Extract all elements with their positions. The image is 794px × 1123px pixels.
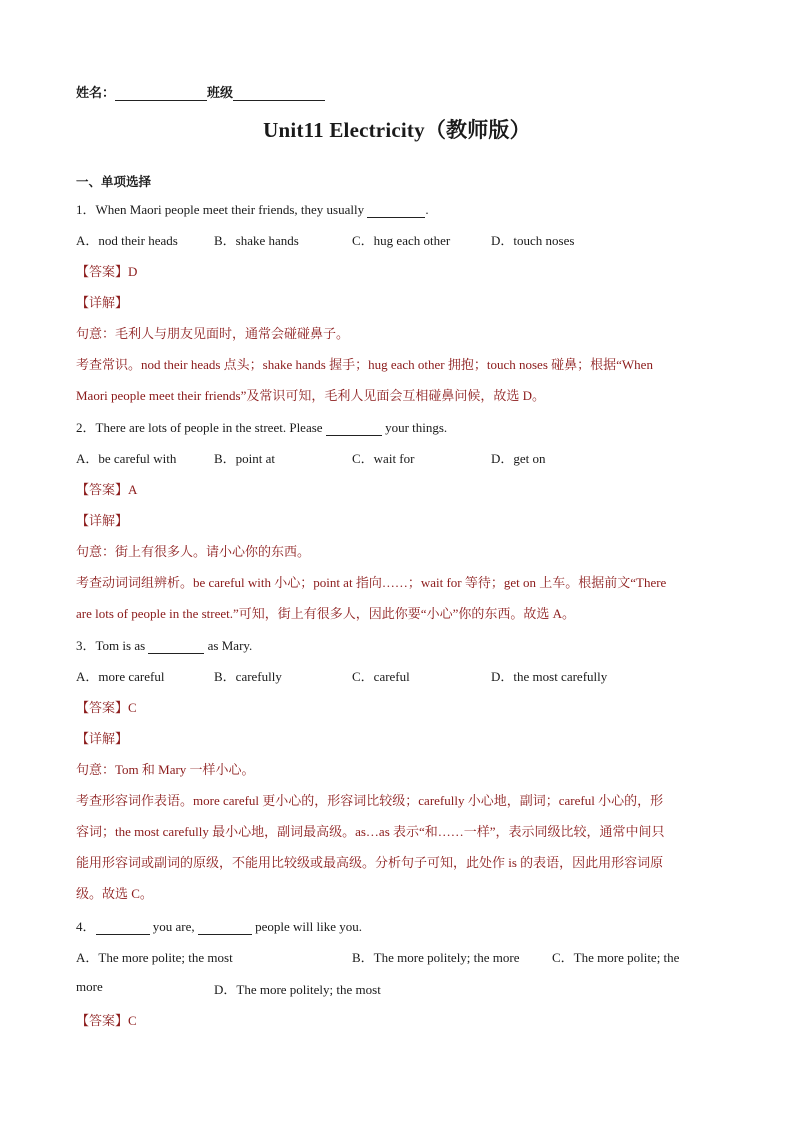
q3-explain-label: 【详解】 <box>76 731 129 746</box>
q3-analysis-line-1: 考查形容词作表语。more careful 更小心的，形容词比较级；carefully 小心地，副词；careful 小心的，形 <box>76 793 664 808</box>
name-label: 姓名： <box>76 85 116 100</box>
q2-explain-label: 【详解】 <box>76 513 129 528</box>
page-title: Unit11 Electricity（教师版） <box>263 118 531 142</box>
question-2-stem: 2．There are lots of people in the street. Please your things. <box>76 420 448 435</box>
q4-option-c[interactable]: C．The more polite; the <box>552 950 680 965</box>
q3-analysis-line-2: 容词；the most carefully 最小心地，副词最高级。as…as 表示“和……一样”，表示同级比较，通常中间只 <box>76 824 665 839</box>
q1-answer: 【答案】D <box>76 264 138 279</box>
answer-blank <box>326 422 382 436</box>
q1-analysis-line-2: Maori people meet their friends”及常识可知，毛利人见面会互相碰鼻问候，故选 D。 <box>76 388 546 403</box>
student-info <box>76 82 325 101</box>
q2-meaning: 句意：街上有很多人。请小心你的东西。 <box>76 544 311 559</box>
answer-blank <box>148 640 204 654</box>
q1-option-a[interactable]: A．nod their heads <box>76 233 178 248</box>
question-1-stem: 1．When Maori people meet their friends, they usually . <box>76 202 429 217</box>
q1-explain-label: 【详解】 <box>76 295 129 310</box>
name-blank[interactable] <box>115 86 207 101</box>
q3-answer: 【答案】C <box>76 700 137 715</box>
class-label: 班级 <box>207 85 234 100</box>
answer-blank <box>367 204 425 218</box>
q2-option-d[interactable]: D．get on <box>491 451 546 466</box>
question-3-stem: 3．Tom is as as Mary. <box>76 638 253 653</box>
q2-analysis-line-1: 考查动词词组辨析。be careful with 小心；point at 指向……；wait for 等待；get on 上车。根据前文“There <box>76 575 667 590</box>
q1-option-c[interactable]: C．hug each other <box>352 233 451 248</box>
q2-answer: 【答案】A <box>76 482 138 497</box>
q4-option-c-continued: more <box>76 979 103 994</box>
q3-meaning: 句意：Tom 和 Mary 一样小心。 <box>76 762 255 777</box>
q1-analysis-line-1: 考查常识。nod their heads 点头；shake hands 握手；hug each other 拥抱；touch noses 碰鼻；根据“When <box>76 357 653 372</box>
section-heading: 一、单项选择 <box>76 175 152 189</box>
q1-option-b[interactable]: B．shake hands <box>214 233 299 248</box>
q4-option-b[interactable]: B．The more politely; the more <box>352 950 520 965</box>
q3-analysis-line-3: 能用形容词或副词的原级，不能用比较级或最高级。分析句子可知，此处作 is 的表语，因此用形容词原 <box>76 855 664 870</box>
q2-option-a[interactable]: A．be careful with <box>76 451 177 466</box>
q3-analysis-line-4: 级。故选 C。 <box>76 886 153 901</box>
q4-answer: 【答案】C <box>76 1013 137 1028</box>
q2-option-b[interactable]: B．point at <box>214 451 276 466</box>
q3-option-a[interactable]: A．more careful <box>76 669 165 684</box>
answer-blank <box>198 921 252 935</box>
answer-blank <box>96 921 150 935</box>
q1-option-d[interactable]: D．touch noses <box>491 233 575 248</box>
q3-option-c[interactable]: C．careful <box>352 669 410 684</box>
q2-analysis-line-2: are lots of people in the street.”可知，街上有很多人，因此你要“小心”你的东西。故选 A。 <box>76 606 575 621</box>
class-blank[interactable] <box>233 86 325 101</box>
q3-option-d[interactable]: D．the most carefully <box>491 669 608 684</box>
question-4-stem: 4． you are, people will like you. <box>76 919 363 934</box>
q3-option-b[interactable]: B．carefully <box>214 669 282 684</box>
q2-option-c[interactable]: C．wait for <box>352 451 415 466</box>
q4-option-d[interactable]: D．The more politely; the most <box>214 982 381 997</box>
q4-option-a[interactable]: A．The more polite; the most <box>76 950 233 965</box>
q1-meaning: 句意：毛利人与朋友见面时，通常会碰碰鼻子。 <box>76 326 350 341</box>
